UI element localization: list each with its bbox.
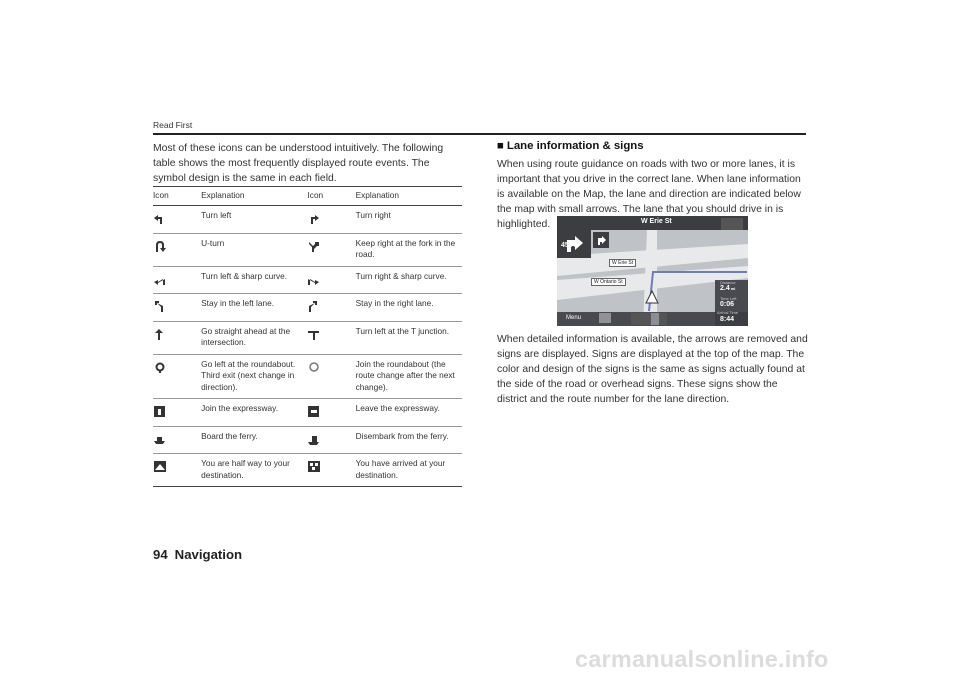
table-header-row (153, 187, 462, 206)
square-bullet-icon: ■ (497, 140, 504, 152)
chapter-name: Navigation (174, 547, 243, 562)
icon-cell (307, 399, 355, 427)
icon-cell (307, 294, 355, 322)
icon-cell (153, 294, 201, 322)
icon-cell (153, 354, 201, 399)
icon-cell (153, 399, 201, 427)
explanation-cell: U-turn (201, 233, 307, 266)
signs-paragraph: When detailed information is available, the arrows are removed and signs are displayed. Signs are displayed at the top of the map. The color and design of the signs is the same as signs actually found at the side of the road or overhead signs. These signs show the district and the route number for the lane direction. (497, 334, 808, 405)
table-row (153, 426, 462, 454)
u-turn-icon (153, 240, 166, 252)
column-header-icon: Icon (153, 187, 201, 206)
table-row (153, 206, 462, 234)
icon-cell (307, 354, 355, 399)
sharp-left-icon (153, 273, 166, 285)
section-title-text: Lane information & signs (506, 140, 644, 152)
arrived-flag-icon (307, 460, 320, 472)
table-row (153, 354, 462, 399)
t-junction-left-icon (307, 328, 320, 340)
column-header-icon: Icon (307, 187, 355, 206)
header-rule (153, 133, 806, 135)
table-row (153, 399, 462, 427)
explanation-cell: Turn left (201, 206, 307, 234)
table-row (153, 233, 462, 266)
running-header: Read First (153, 120, 193, 130)
icon-cell (153, 206, 201, 234)
table-row (153, 454, 462, 487)
watermark: carmanualsonline.info (575, 646, 829, 672)
explanation-cell: You have arrived at your destination. (356, 454, 462, 487)
table-row (153, 321, 462, 354)
explanation-cell: Turn right & sharp curve. (356, 266, 462, 294)
icon-cell (153, 266, 201, 294)
explanation-cell: Go straight ahead at the intersection. (201, 321, 307, 354)
turn-left-icon (153, 212, 166, 224)
distance-caption: Distance (720, 280, 736, 285)
navigation-map-screenshot (557, 216, 748, 326)
explanation-cell: Turn right (356, 206, 462, 234)
icon-cell (307, 454, 355, 487)
lane-info-paragraph: When using route guidance on roads with two or more lanes, it is important that you drive in the correct lane. When lane information is available on the Map, the lane and direction are indicated below the map with small arrows. The lane that you should drive in is highlighted. (497, 159, 801, 230)
board-ferry-icon (153, 433, 166, 445)
icon-cell (307, 233, 355, 266)
icon-cell (153, 321, 201, 354)
map-label-erie: W Erie St (609, 259, 636, 267)
time-left-caption: Time Left (720, 296, 737, 301)
halfway-icon (153, 460, 166, 472)
time-left-value: 0:06 (720, 301, 735, 308)
straight-ahead-icon (153, 328, 166, 340)
sharp-right-icon (307, 273, 320, 285)
disembark-ferry-icon (307, 433, 320, 445)
explanation-cell: Keep right at the fork in the road. (356, 233, 462, 266)
explanation-cell: Join the expressway. (201, 399, 307, 427)
page-number: 94 (153, 547, 168, 562)
explanation-cell: Turn left & sharp curve. (201, 266, 307, 294)
icon-cell (153, 454, 201, 487)
icon-cell (153, 233, 201, 266)
arrival-caption: Arrival Time (717, 310, 739, 315)
arrival-value: 8:44 (720, 316, 735, 323)
column-header-explanation: Explanation (356, 187, 462, 206)
explanation-cell: Stay in the right lane. (356, 294, 462, 322)
intro-paragraph: Most of these icons can be understood intuitively. The following table shows the most frequently displayed route events. The symbol design is the same in each field. (153, 143, 444, 184)
explanation-cell: Stay in the left lane. (201, 294, 307, 322)
map-label-ontario: W Ontario St (591, 278, 626, 286)
column-header-explanation: Explanation (201, 187, 307, 206)
turn-right-icon (307, 212, 320, 224)
map-top-street-label: W Erie St (641, 218, 672, 225)
icon-cell (153, 426, 201, 454)
distance-value: 2.4mi (720, 285, 736, 292)
stay-left-lane-icon (153, 300, 166, 312)
route-events-table (153, 186, 462, 487)
leave-expressway-icon (307, 405, 320, 417)
icon-cell (307, 266, 355, 294)
roundabout-left-icon (153, 361, 166, 373)
page-footer (153, 547, 242, 562)
icon-cell (307, 321, 355, 354)
explanation-cell: You are half way to your destination. (201, 454, 307, 487)
turn-distance: 450ft (561, 242, 577, 249)
table-row (153, 294, 462, 322)
keep-right-fork-icon (307, 240, 320, 252)
table-row (153, 266, 462, 294)
stay-right-lane-icon (307, 300, 320, 312)
menu-button: Menu (566, 315, 582, 321)
section-title (497, 140, 644, 152)
explanation-cell: Board the ferry. (201, 426, 307, 454)
icon-cell (307, 206, 355, 234)
explanation-cell: Leave the expressway. (356, 399, 462, 427)
explanation-cell: Disembark from the ferry. (356, 426, 462, 454)
explanation-cell: Go left at the roundabout. Third exit (next change in direction). (201, 354, 307, 399)
explanation-cell: Turn left at the T junction. (356, 321, 462, 354)
icon-cell (307, 426, 355, 454)
join-expressway-icon (153, 405, 166, 417)
roundabout-join-icon (307, 361, 320, 373)
explanation-cell: Join the roundabout (the route change after the next change). (356, 354, 462, 399)
